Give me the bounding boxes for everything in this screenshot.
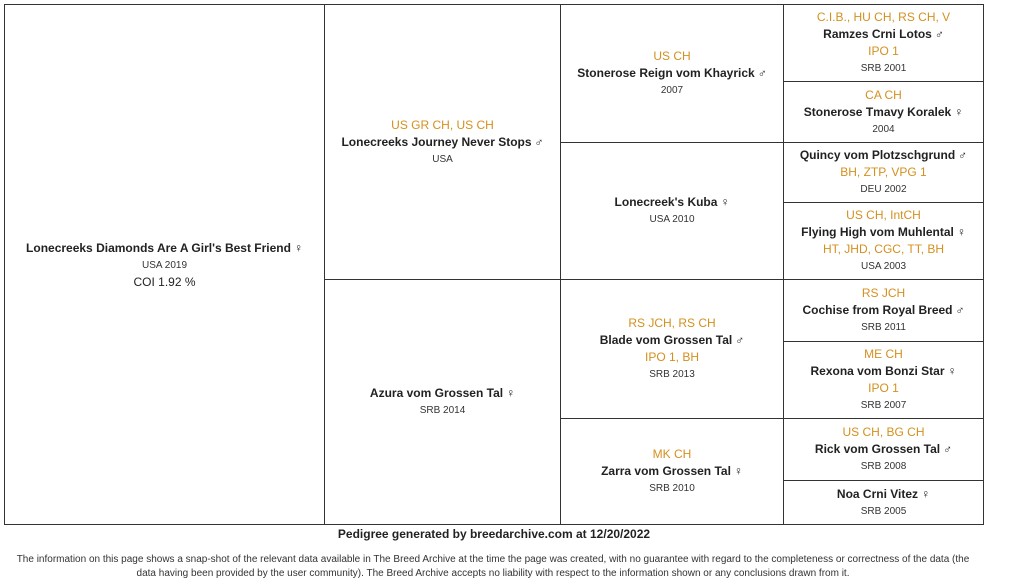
dog-name-line[interactable] xyxy=(615,194,730,211)
dog-titles-after: BH, ZTP, VPG 1 xyxy=(840,165,927,179)
parent-cell-sire xyxy=(324,4,561,280)
dog-titles: US CH, BG CH xyxy=(842,425,925,439)
female-sex-icon: ♀ xyxy=(956,225,966,239)
dog-titles: RS JCH, RS CH xyxy=(628,316,716,330)
grandparent-cell-1 xyxy=(560,4,784,143)
dog-meta: DEU 2002 xyxy=(860,184,907,195)
dog-name[interactable]: Flying High vom Muhlental xyxy=(801,225,954,239)
dog-meta: SRB 2005 xyxy=(860,505,907,517)
dog-meta: SRB 2010 xyxy=(649,483,695,494)
dog-name-line[interactable] xyxy=(601,463,743,480)
dog-titles: US CH, IntCH xyxy=(846,208,921,222)
great-grandparent-cell-1 xyxy=(783,4,984,82)
dog-name[interactable]: Rexona vom Bonzi Star xyxy=(810,364,945,378)
male-sex-icon: ♂ xyxy=(757,66,767,80)
dog-name[interactable]: Lonecreeks Journey Never Stops xyxy=(341,134,532,149)
dog-titles: US GR CH, US CH xyxy=(391,117,494,132)
dog-name[interactable]: Ramzes Crni Lotos xyxy=(823,27,932,41)
female-sex-icon: ♀ xyxy=(720,195,730,209)
dog-name-line[interactable] xyxy=(800,147,967,164)
dog-titles: CA CH xyxy=(865,87,902,102)
dog-name-line[interactable] xyxy=(600,332,745,349)
dog-name[interactable]: Stonerose Reign vom Khayrick xyxy=(577,66,755,80)
dog-name-line[interactable] xyxy=(815,441,952,458)
male-sex-icon: ♂ xyxy=(934,27,944,41)
dog-name[interactable]: Lonecreek's Kuba xyxy=(614,195,718,209)
dog-titles: US CH xyxy=(653,49,691,63)
subject-name[interactable]: Lonecreeks Diamonds Are A Girl's Best Friend xyxy=(26,240,291,255)
female-sex-icon: ♀ xyxy=(506,386,516,400)
grandparent-cell-4 xyxy=(560,418,784,525)
dog-meta: 2004 xyxy=(872,123,895,135)
dog-name[interactable]: Stonerose Tmavy Koralek xyxy=(803,104,952,119)
disclaimer-text: The information on this page shows a snap-shot of the relevant data available in The Breed Archive at the time the page was created, with no guarantee with regard to the completeness or correctness of the data (the data having been provided by the user community). The Breed Archive accepts no liability with respect to the information shown or any conclusions drawn from it. xyxy=(16,554,970,579)
dog-name[interactable]: Azura vom Grossen Tal xyxy=(369,386,504,400)
grandparent-cell-2 xyxy=(560,142,784,280)
grandparent-cell-3 xyxy=(560,279,784,419)
generated-by-footer: Pedigree generated by breedarchive.com at 12/20/2022 xyxy=(337,527,651,541)
great-grandparent-cell-8 xyxy=(783,480,984,525)
dog-meta: SRB 2011 xyxy=(861,322,906,333)
female-sex-icon: ♀ xyxy=(921,486,931,501)
dog-name-line[interactable] xyxy=(810,363,956,380)
great-grandparent-cell-6 xyxy=(783,341,984,419)
subject-name-line[interactable] xyxy=(26,240,303,257)
great-grandparent-cell-7 xyxy=(783,418,984,481)
dog-titles: RS JCH xyxy=(861,286,906,300)
dog-name[interactable]: Noa Crni Vitez xyxy=(836,486,919,501)
dog-titles: C.I.B., HU CH, RS CH, V xyxy=(816,10,951,24)
dog-titles-after: HT, JHD, CGC, TT, BH xyxy=(822,242,945,256)
dog-meta: 2007 xyxy=(660,85,684,96)
dog-name[interactable]: Quincy vom Plotzschgrund xyxy=(799,148,956,162)
dog-name[interactable]: Zarra vom Grossen Tal xyxy=(601,464,731,478)
dog-meta: USA 2010 xyxy=(649,214,695,225)
dog-name-line[interactable] xyxy=(577,65,766,82)
great-grandparent-cell-4 xyxy=(783,202,984,280)
male-sex-icon: ♂ xyxy=(735,333,745,347)
dog-meta: USA 2003 xyxy=(860,261,907,272)
dog-name-line[interactable] xyxy=(837,486,930,503)
great-grandparent-cell-5 xyxy=(783,279,984,342)
male-sex-icon: ♂ xyxy=(943,442,953,456)
dog-name[interactable]: Rick vom Grossen Tal xyxy=(814,442,941,456)
dog-name-line[interactable] xyxy=(801,224,966,241)
dog-name-line[interactable] xyxy=(823,26,944,43)
dog-titles-after: IPO 1, BH xyxy=(644,350,700,364)
subject-cell xyxy=(4,4,325,525)
parent-cell-dam xyxy=(324,279,561,525)
female-sex-icon: ♀ xyxy=(293,240,303,255)
dog-meta: SRB 2008 xyxy=(860,461,907,472)
dog-meta: USA xyxy=(432,153,453,165)
dog-meta: SRB 2013 xyxy=(649,369,695,380)
dog-name-line[interactable] xyxy=(341,134,543,151)
dog-titles: ME CH xyxy=(864,347,903,361)
dog-titles-after: IPO 1 xyxy=(868,44,899,58)
subject-coi: COI 1.92 % xyxy=(133,274,196,289)
subject-meta: USA 2019 xyxy=(141,259,188,271)
dog-meta: SRB 2014 xyxy=(419,405,466,416)
female-sex-icon: ♀ xyxy=(733,464,743,478)
dog-name-line[interactable] xyxy=(804,104,963,121)
female-sex-icon: ♀ xyxy=(954,104,964,119)
dog-name-line[interactable] xyxy=(802,302,964,319)
dog-meta: SRB 2001 xyxy=(860,63,907,74)
dog-meta: SRB 2007 xyxy=(860,400,907,411)
dog-name[interactable]: Blade vom Grossen Tal xyxy=(599,333,733,347)
dog-name-line[interactable] xyxy=(370,385,515,402)
male-sex-icon: ♂ xyxy=(955,303,965,317)
male-sex-icon: ♂ xyxy=(958,148,968,162)
dog-titles: MK CH xyxy=(652,447,692,461)
great-grandparent-cell-3 xyxy=(783,142,984,203)
female-sex-icon: ♀ xyxy=(947,364,957,378)
dog-name[interactable]: Cochise from Royal Breed xyxy=(802,303,953,317)
great-grandparent-cell-2 xyxy=(783,81,984,143)
dog-titles-after: IPO 1 xyxy=(868,381,899,395)
male-sex-icon: ♂ xyxy=(534,134,544,149)
